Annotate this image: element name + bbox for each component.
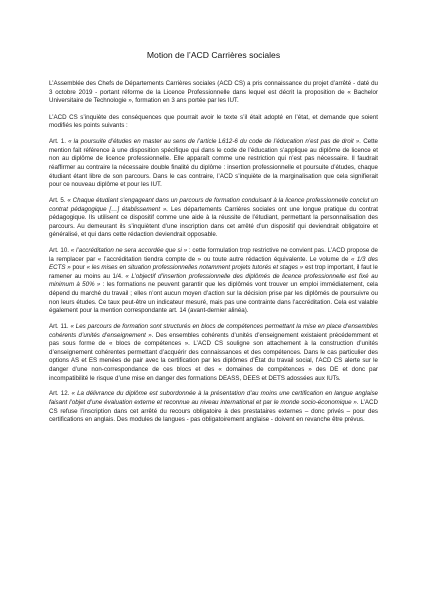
article-10-text-1: : cette formulation trop restrictive ne convient pas. L’ACD propose de la remplacer par « l’accréditation tiendra compte de » ou toute autre rédaction équivalente. Le volume de bbox=[49, 247, 378, 263]
article-10-label: Art. 10. bbox=[49, 247, 71, 255]
article-10-quote-1: « l’accréditation ne sera accordée que si » bbox=[70, 247, 188, 255]
article-12-label: Art. 12. bbox=[49, 390, 72, 398]
article-12-text: L’ACD CS refuse l’inscription dans cet arrêté du recours obligatoire à des prestataires externes – donc privés – pour des certifications en anglais. Des modules de langues - pas obligatoirement anglaise - doivent en revanche être prévus. bbox=[49, 398, 378, 424]
article-12-quote: « La délivrance du diplôme est subordonnée à la présentation d’au moins une certification en langue anglaise faisant l’objet d’une évaluation externe et reconnue au niveau international et par le monde socio-économique ». bbox=[49, 390, 378, 406]
article-1-paragraph bbox=[49, 138, 378, 190]
article-5-quote: « Chaque étudiant s’engageant dans un parcours de formation conduisant à la licence professionnelle conclut un contrat pédagogique […] établissement ». bbox=[49, 196, 378, 213]
article-10-text-4: : les formations ne peuvent garantir que les diplômés vont trouver un emploi immédiatement, cela dépend du marché du travail ; elles n’ont aucun moyen d’action sur la décision prise par les diplômés de poursuivre ou non leurs études. Ce taux peut-être un indicateur mesuré, mais pas une contrainte dans l’accréditation. Cela est valable également pour la mention correspondante art. 14 (avant-dernier alinéa). bbox=[49, 281, 378, 315]
article-10-text-3: est trop important, il faut le ramener au moins au 1/4. bbox=[49, 264, 378, 280]
article-10-paragraph bbox=[49, 247, 378, 316]
article-5-text: Les départements Carrières sociales ont une longue pratique du contrat pédagogique. Ils utilisent ce dispositif comme une aide à la réussite de l’étudiant, permettant la personnalisation des parcours. Au demeurant ils s’inquiètent d’une inscription dans cet arrêté d’un dispositif qui deviendrait obligatoire et généralisé, et qui dans cette rédaction deviendrait opposable. bbox=[49, 205, 378, 239]
article-10-quote-2: « 1/3 des ECTS » bbox=[49, 255, 378, 272]
article-11-quote: « Les parcours de formation sont structurés en blocs de compétences permettant la mise en place d’ensembles cohérents d’unités d’enseignement ». bbox=[49, 323, 378, 339]
article-5-label: Art. 5. bbox=[49, 196, 68, 204]
page-title: Motion de l’ACD Carrières sociales bbox=[146, 50, 281, 60]
intro-paragraph: L’Assemblée des Chefs de Départements Carrières sociales (ACD CS) a pris connaissance du projet d’arrêté - daté du 3 octobre 2019 - portant réforme de la Licence Professionnelle dans lequel est décrit la proposition de « Bachelor Universitaire de Technologie », formation en 3 ans portée par les IUT. bbox=[49, 80, 378, 105]
concern-paragraph: L’ACD CS s’inquiète des conséquences que pourrait avoir le texte s’il était adopté en l’état, et demande que soient modifiés les points suivants : bbox=[49, 113, 378, 130]
article-10-quote-3: « les mises en situation professionnelles notamment projets tutorés et stages » bbox=[86, 264, 304, 272]
article-1-text: Cette mention fait référence à une disposition spécifique qui dans le code de l’éducation s’applique au diplôme de licence et non au diplôme de licence professionnelle. Elle apparaît comme une restriction qui n’est pas nécessaire. Il faudrait réaffirmer au contraire la nécessaire double finalité du diplôme : insertion professionnelle et poursuite d’études, chaque étudiant étant libre de son parcours. Dans le cas contraire, l’ACD s’inquiète de la marginalisation que cela signifierait pour ce nouveau diplôme et pour les IUT. bbox=[49, 138, 378, 189]
article-1-quote: « la poursuite d’études en master au sens de l’article L612-6 du code de l’éducation n’est pas de droit ». bbox=[68, 138, 362, 146]
article-12-paragraph bbox=[49, 390, 378, 424]
article-1-label: Art. 1. bbox=[49, 138, 69, 146]
article-11-label: Art. 11. bbox=[49, 323, 71, 330]
article-10-quote-4: « L’objectif d’insertion professionnelle des diplômés de licence professionnelle est fixé au minimum à 50% » bbox=[49, 272, 378, 289]
article-11-paragraph bbox=[49, 323, 378, 383]
article-10-text-2: pour bbox=[70, 264, 87, 272]
article-5-paragraph bbox=[49, 197, 378, 240]
article-11-text: Des ensembles cohérents d’unités d’enseignement existaient précédemment et pas sous forme de « blocs de compétences ». L’ACD CS souligne son attachement à la construction d’unités d’enseignement cohérentes permettant d’acquérir des connaissances et des compétences. Dans le cas particulier des options AS et ES menées de pair avec la certification par les diplômes d’État du travail social, l’ACD CS alerte sur le danger d’une non-correspondance de ces blocs et des « domaines de compétences » des DE et donc par incompatibilité le risque d’une mise en danger des formations DEASS, DEES et DETS adossées aux IUTs. bbox=[49, 331, 378, 382]
